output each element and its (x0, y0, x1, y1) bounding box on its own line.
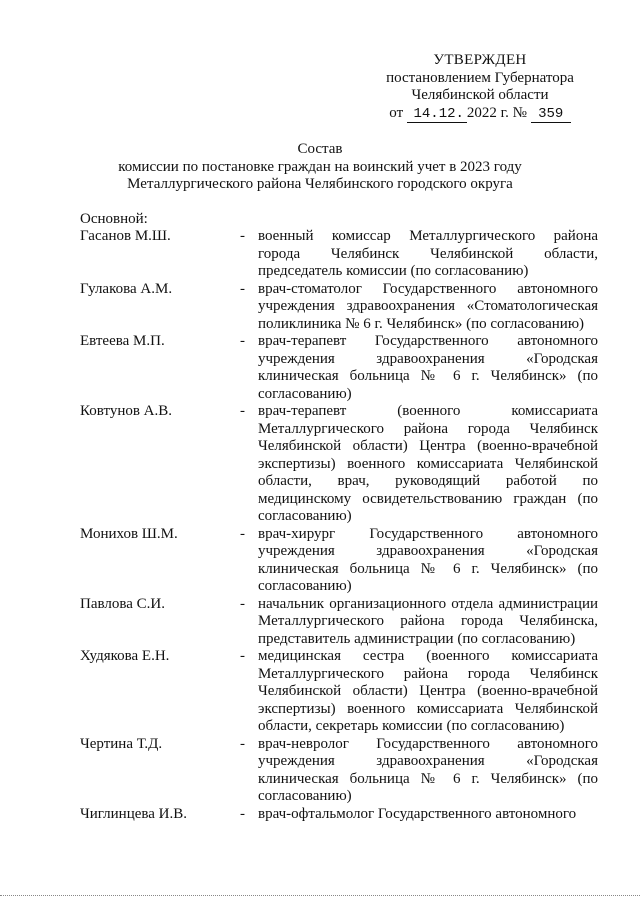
member-row (80, 403, 600, 526)
member-row (80, 648, 600, 736)
approval-year: 2022 г. № (466, 104, 527, 121)
member-role: врач-невролог Государственного автономного учреждения здравоохранения «Городская клиническая больница № 6 г. Челябинск» (по согласованию) (258, 735, 598, 804)
member-role: врач-хирург Государственного автономного учреждения здравоохранения «Городская клиническая больница № 6 г. Челябинск» (по согласованию) (258, 525, 598, 594)
member-dash: - (240, 228, 245, 244)
approval-date-line (360, 105, 600, 123)
section-label: Основной: (80, 211, 148, 227)
member-role: врач-терапевт (военного комиссариата Металлургического района города Челябинск Челябинской области) Центра (военно-врачебной экспертизы) военного комиссариата Челябинской области, врач, руководящий работой по медицинскому освидетельствованию граждан (по согласованию) (258, 403, 598, 524)
composition-line-1: комиссии по постановке граждан на воинский учет в 2023 году (118, 158, 522, 175)
member-dash: - (240, 280, 245, 297)
member-name: Монихов Ш.М. (80, 525, 178, 542)
member-row (80, 736, 600, 806)
member-name: Гулакова А.М. (80, 280, 173, 297)
member-role: врач-стоматолог Государственного автономного учреждения здравоохранения «Стоматологическая поликлиника № 6 г. Челябинск» (по согласованию) (258, 280, 598, 332)
member-name: Ковтунов А.В. (80, 403, 173, 419)
member-dash: - (240, 403, 245, 419)
approval-block (360, 52, 600, 123)
approval-number: 359 (531, 107, 571, 123)
member-dash: - (240, 805, 245, 822)
page-bottom-rule (0, 895, 640, 896)
member-role: военный комиссар Металлургического района города Челябинск Челябинской области, председатель комиссии (по согласованию) (258, 228, 598, 279)
member-name: Гасанов М.Ш. (80, 228, 171, 244)
member-name: Чиглинцева И.В. (80, 805, 188, 822)
member-row (80, 596, 600, 649)
member-row (80, 333, 600, 403)
approval-title: УТВЕРЖДЕН (433, 52, 527, 68)
composition-heading-block (0, 141, 640, 194)
member-row (80, 281, 600, 334)
approval-line-2: Челябинской области (411, 87, 549, 103)
member-role: врач-терапевт Государственного автономного учреждения здравоохранения «Городская клиническая больница № 6 г. Челябинск» (по согласованию) (258, 333, 598, 402)
member-name: Худякова Е.Н. (80, 648, 170, 664)
approval-date: 14.12. (407, 107, 467, 123)
member-row (80, 806, 600, 824)
member-dash: - (240, 595, 245, 612)
approval-line-1: постановлением Губернатора (386, 69, 574, 86)
member-row (80, 228, 600, 281)
member-dash: - (240, 648, 245, 664)
member-name: Чертина Т.Д. (80, 735, 163, 752)
member-name: Евтеева М.П. (80, 333, 165, 349)
approval-prefix: от (389, 104, 404, 121)
member-role: врач-офтальмолог Государственного автономного (258, 805, 577, 822)
composition-heading: Состав (297, 141, 343, 157)
member-dash: - (240, 333, 245, 349)
member-row (80, 526, 600, 596)
member-dash: - (240, 525, 245, 542)
member-name: Павлова С.И. (80, 595, 165, 612)
members-list (80, 228, 600, 823)
member-role: медицинская сестра (военного комиссариата Металлургического района города Челябинск Челябинской области) Центра (военно-врачебной экспертизы) военного комиссариата Челябинской области, секретарь комиссии (по согласованию) (258, 648, 598, 734)
composition-line-2: Металлургического района Челябинского городского округа (127, 176, 513, 192)
member-role: начальник организационного отдела администрации Металлургического района города Челябинска, представитель администрации (по согласованию) (258, 595, 598, 647)
member-dash: - (240, 735, 245, 752)
